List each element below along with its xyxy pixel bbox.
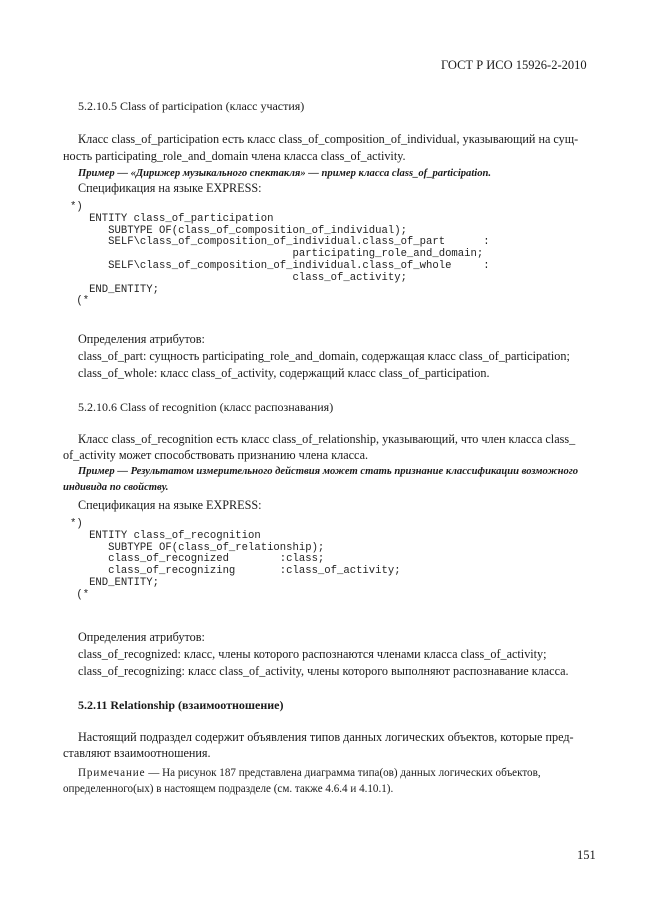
paragraph-line: of_activity может способствовать признанию члена класса. xyxy=(63,448,369,462)
attribute-definition: class_of_part: сущность participating_role_and_domain, содержащая класс class_of_participation; xyxy=(78,349,570,363)
page-number: 151 xyxy=(577,848,596,862)
example-note: Пример — Результатом измерительного действия может стать признание классификации возможного xyxy=(78,466,579,477)
attributes-title: Определения атрибутов: xyxy=(78,630,205,644)
express-code-block: *) ENTITY class_of_recognition SUBTYPE OF(class_of_relationship); class_of_recognized :class; class_of_recognizing :class_of_activity; END_ENTITY; (* xyxy=(70,518,401,601)
paragraph-line: ность participating_role_and_domain члена класса class_of_activity. xyxy=(63,149,406,163)
spec-label: Спецификация на языке EXPRESS: xyxy=(78,498,262,512)
spec-label: Спецификация на языке EXPRESS: xyxy=(78,181,262,195)
note-line xyxy=(78,767,541,779)
attribute-definition: class_of_recognizing: класс class_of_activity, члены которого выполняют распознавание класса. xyxy=(78,664,569,678)
paragraph-line: Класс class_of_recognition есть класс class_of_relationship, указывающий, что член класса class_ xyxy=(78,432,576,446)
section-title-5-2-10-5: 5.2.10.5 Class of participation (класс участия) xyxy=(78,99,305,113)
document-header: ГОСТ Р ИСО 15926-2-2010 xyxy=(441,58,587,72)
note-text: — На рисунок 187 представлена диаграмма типа(ов) данных логических объектов, xyxy=(145,767,541,779)
paragraph-line: Класс class_of_participation есть класс class_of_composition_of_individual, указывающий на сущ- xyxy=(78,132,579,146)
example-note: индивида по свойству. xyxy=(63,482,169,493)
attribute-definition: class_of_recognized: класс, члены которого распознаются членами класса class_of_activity; xyxy=(78,647,547,661)
express-code-block: *) ENTITY class_of_participation SUBTYPE OF(class_of_composition_of_individual); SELF\class_of_composition_of_individual.class_of_part : participating_role_and_domain; SELF\class_of_composition_of_individual.class_of_whole : class_of_activity; END_ENTITY; (* xyxy=(70,201,490,308)
note-label: Примечание xyxy=(78,767,146,779)
paragraph-line: Настоящий подраздел содержит объявления типов данных логических объектов, которые пред- xyxy=(78,730,574,744)
section-title-5-2-10-6: 5.2.10.6 Class of recognition (класс распознавания) xyxy=(78,400,334,414)
paragraph-line: ставляют взаимоотношения. xyxy=(63,746,211,760)
example-note: Пример — «Дирижер музыкального спектакля» — пример класса class_of_participation. xyxy=(78,168,492,179)
attributes-title: Определения атрибутов: xyxy=(78,332,205,346)
note-line: определенного(ых) в настоящем подразделе (см. также 4.6.4 и 4.10.1). xyxy=(63,783,394,795)
attribute-definition: class_of_whole: класс class_of_activity, содержащий класс class_of_participation. xyxy=(78,366,490,380)
section-title-5-2-11: 5.2.11 Relationship (взаимоотношение) xyxy=(78,698,284,712)
